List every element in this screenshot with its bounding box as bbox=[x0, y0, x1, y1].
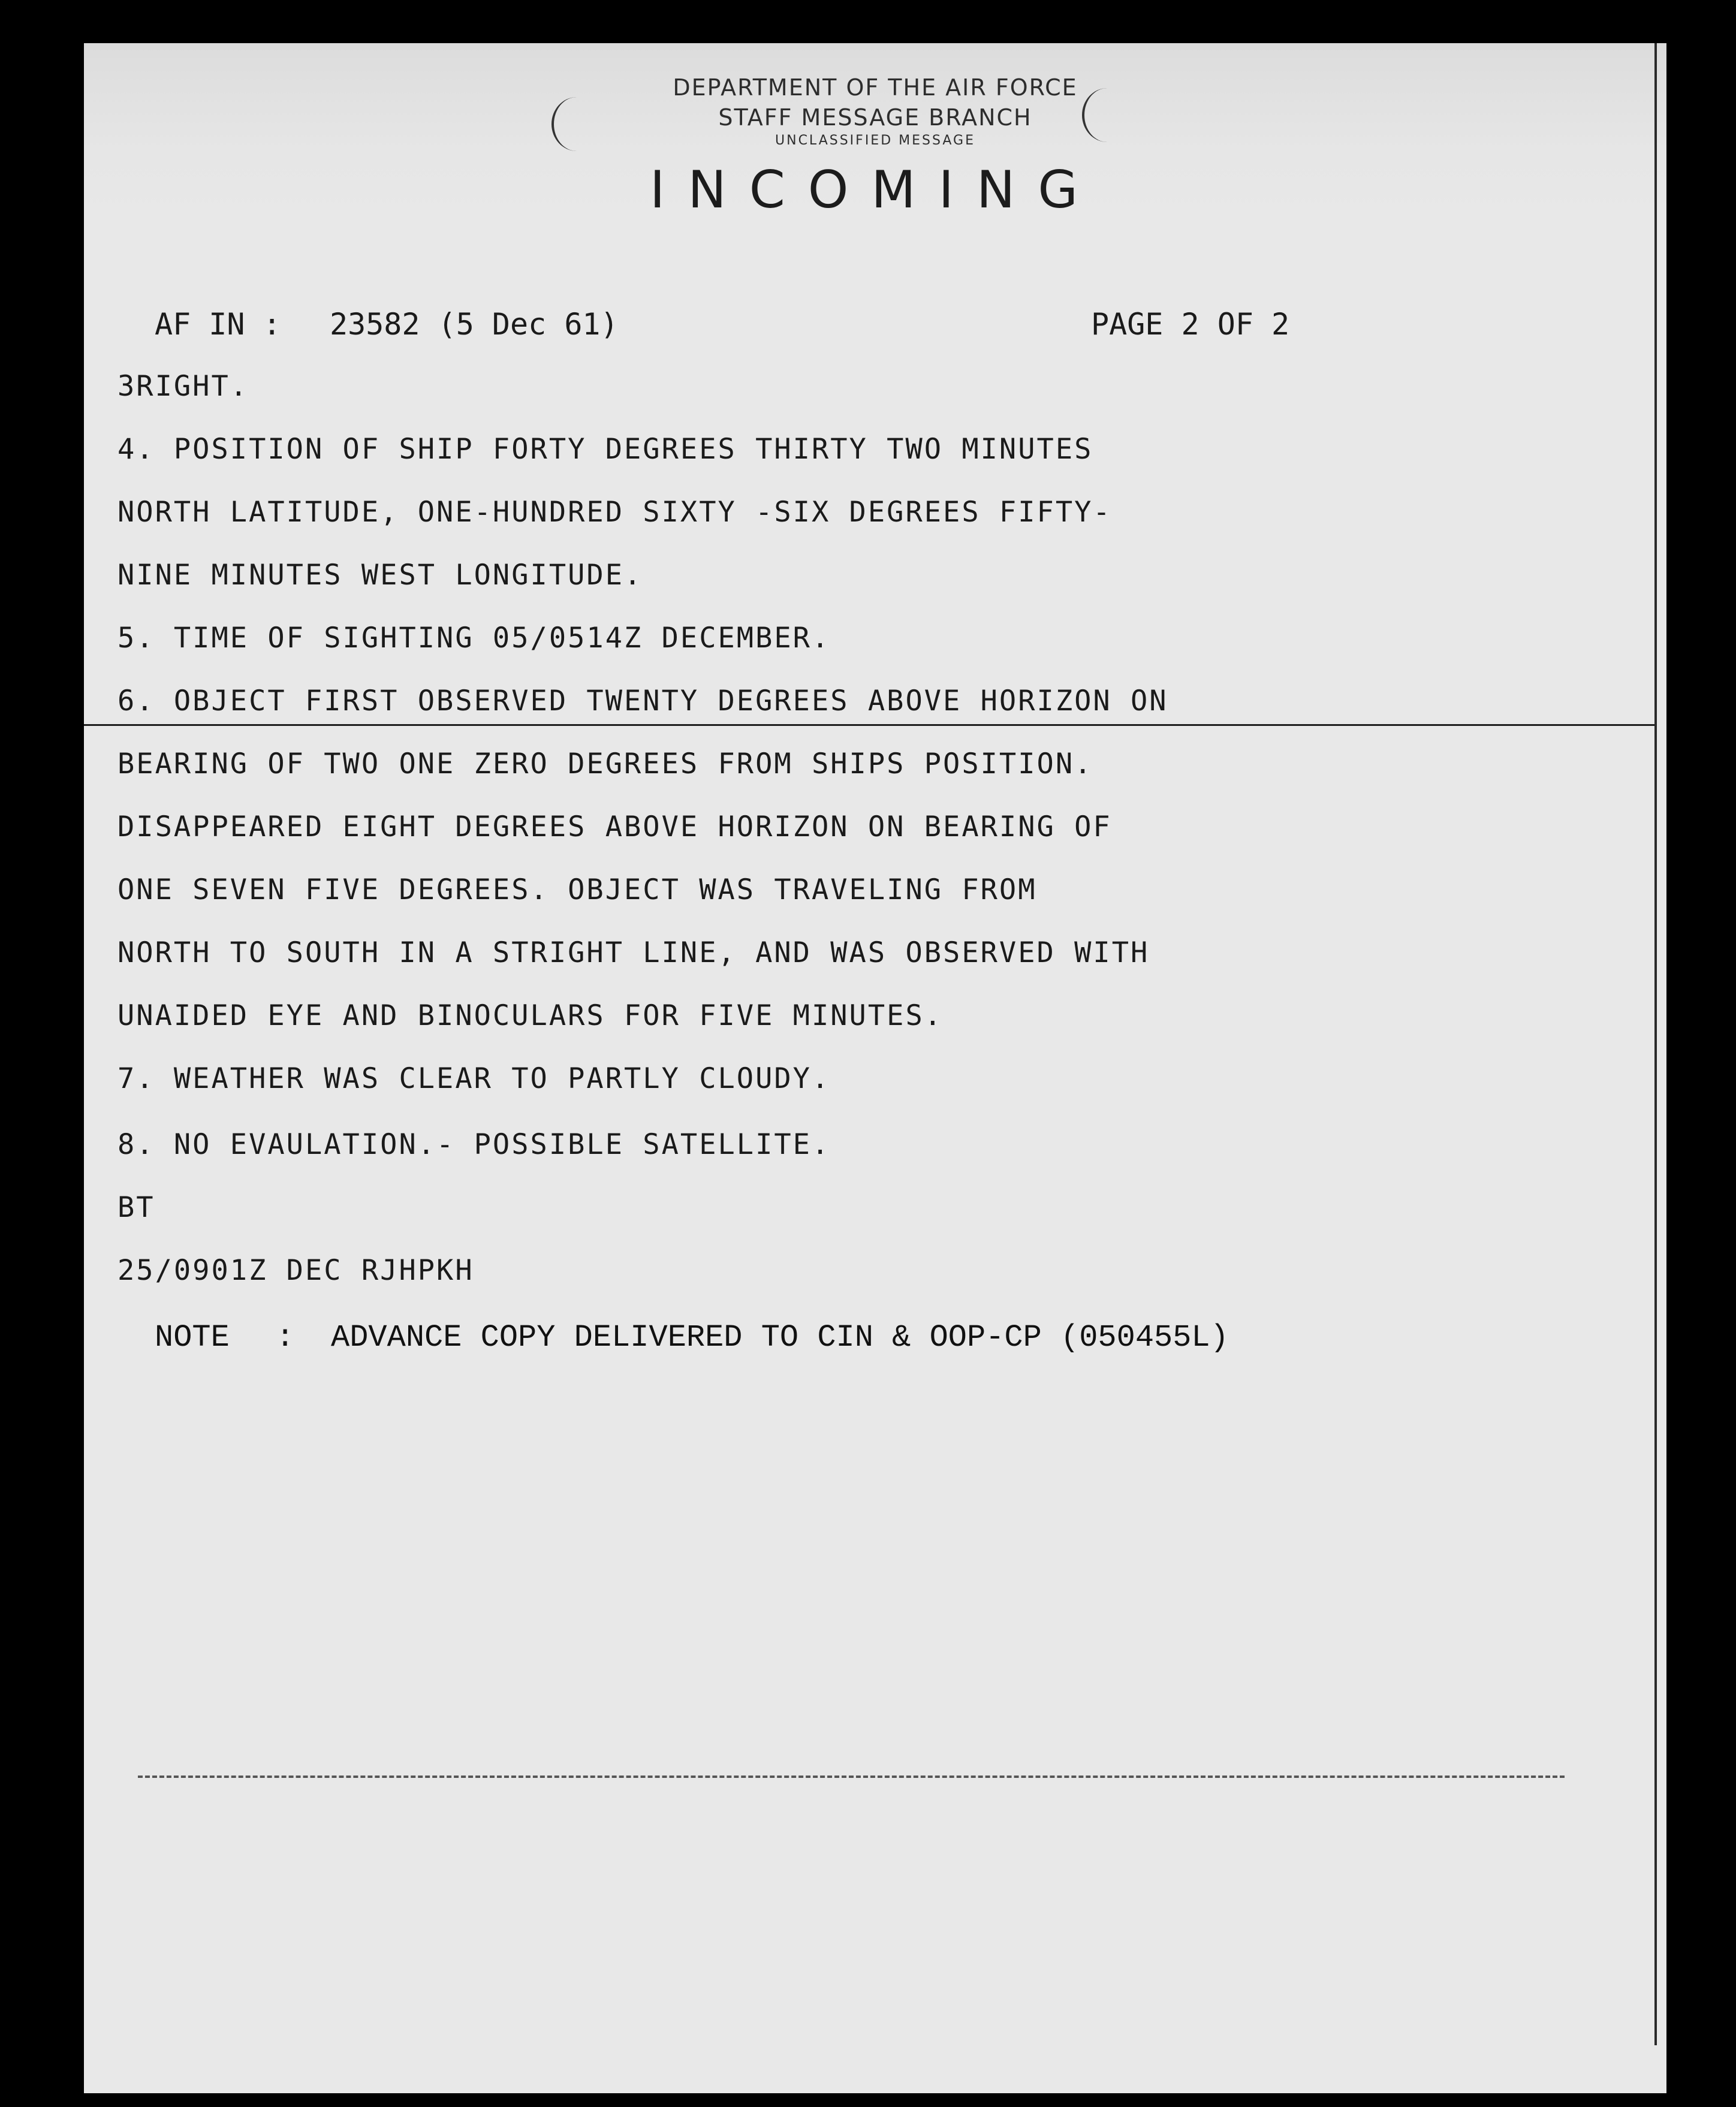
body-line: 6. OBJECT FIRST OBSERVED TWENTY DEGREES ABOVE HORIZON ON bbox=[117, 685, 1168, 718]
body-line: 25/0901Z DEC RJHPKH bbox=[117, 1254, 474, 1287]
classification-label: UNCLASSIFIED MESSAGE bbox=[775, 133, 975, 148]
note-separator: : bbox=[276, 1320, 295, 1355]
horizontal-rule bbox=[84, 724, 1654, 726]
body-line: 3RIGHT. bbox=[117, 370, 249, 403]
page-indicator: PAGE 2 OF 2 bbox=[1091, 307, 1290, 342]
message-type-title: INCOMING bbox=[650, 160, 1101, 220]
body-line: 7. WEATHER WAS CLEAR TO PARTLY CLOUDY. bbox=[117, 1062, 831, 1095]
body-line: 8. NO EVAULATION.- POSSIBLE SATELLITE. bbox=[117, 1128, 831, 1161]
right-edge-rule bbox=[1654, 43, 1657, 2045]
body-line: 4. POSITION OF SHIP FORTY DEGREES THIRTY TWO MINUTES bbox=[117, 433, 1093, 466]
department-title: DEPARTMENT OF THE AIR FORCE bbox=[673, 74, 1078, 101]
body-line: BEARING OF TWO ONE ZERO DEGREES FROM SHIPS POSITION. bbox=[117, 747, 1093, 780]
body-line: NORTH TO SOUTH IN A STRIGHT LINE, AND WAS OBSERVED WITH bbox=[117, 936, 1150, 969]
af-in-label: AF IN : bbox=[155, 307, 281, 342]
document-page bbox=[84, 43, 1666, 2093]
bottom-dashed-line bbox=[138, 1776, 1565, 1778]
body-line: NINE MINUTES WEST LONGITUDE. bbox=[117, 559, 643, 592]
af-in-number: 23582 (5 Dec 61) bbox=[330, 307, 619, 342]
branch-title: STAFF MESSAGE BRANCH bbox=[718, 104, 1032, 131]
body-line: NORTH LATITUDE, ONE-HUNDRED SIXTY -SIX DEGREES FIFTY- bbox=[117, 496, 1112, 529]
note-label: NOTE bbox=[155, 1320, 230, 1355]
body-line: BT bbox=[117, 1191, 155, 1224]
body-line: UNAIDED EYE AND BINOCULARS FOR FIVE MINUTES. bbox=[117, 999, 944, 1032]
note-text: ADVANCE COPY DELIVERED TO CIN & OOP-CP (050455L) bbox=[331, 1320, 1229, 1355]
body-line: 5. TIME OF SIGHTING 05/0514Z DECEMBER. bbox=[117, 622, 831, 655]
body-line: ONE SEVEN FIVE DEGREES. OBJECT WAS TRAVELING FROM bbox=[117, 873, 1037, 906]
body-line: DISAPPEARED EIGHT DEGREES ABOVE HORIZON ON BEARING OF bbox=[117, 810, 1112, 843]
